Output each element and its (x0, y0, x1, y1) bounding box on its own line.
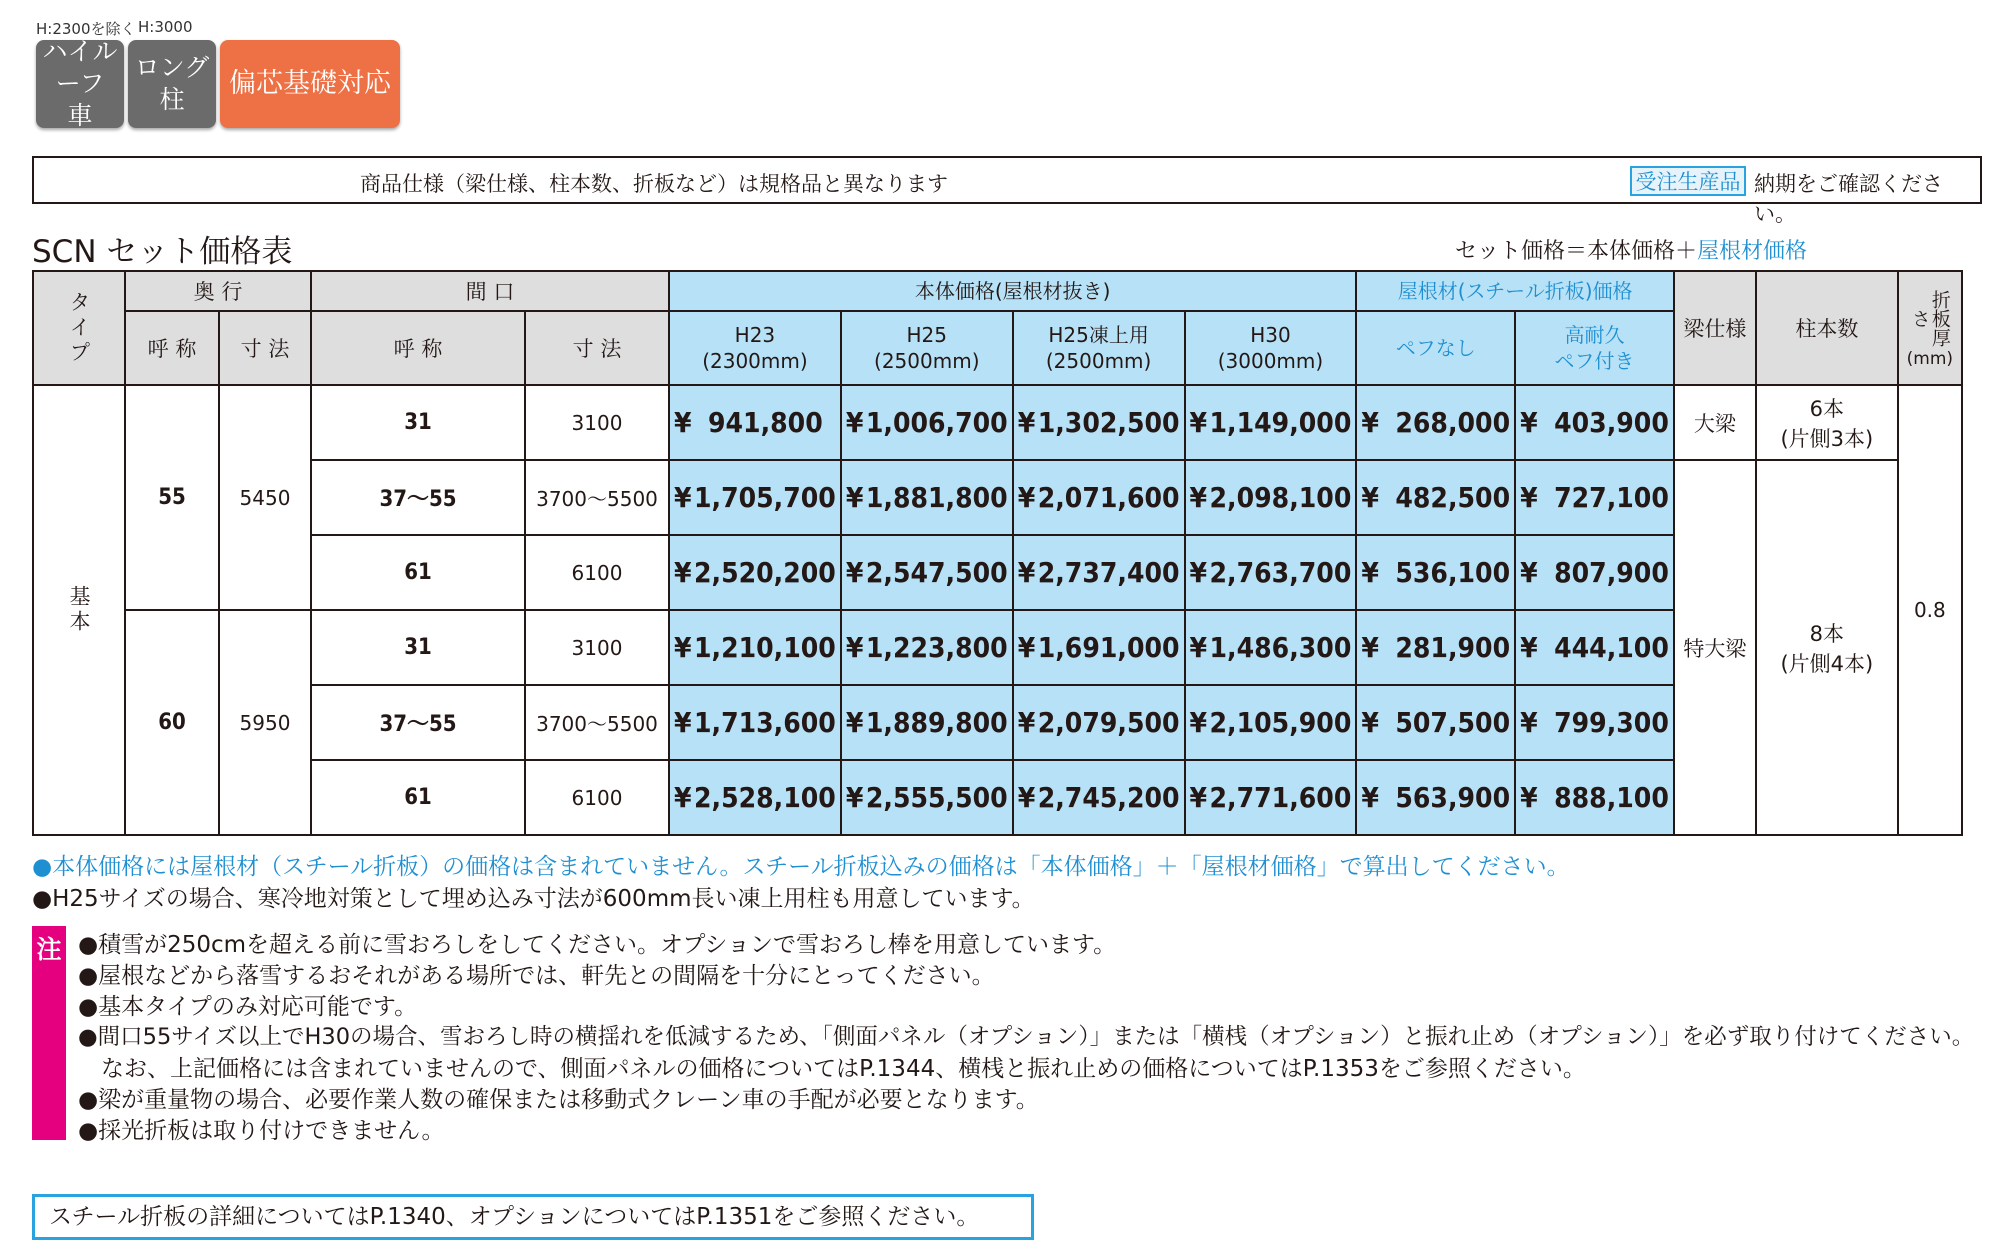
price-value: 536,100 (1395, 556, 1511, 589)
yen-sign: ¥ (1017, 631, 1036, 664)
yen-sign: ¥ (845, 706, 864, 739)
yen-sign: ¥ (1017, 481, 1036, 514)
header-type: タイプ (33, 271, 125, 385)
spec-notice-message: 商品仕様（梁仕様、柱本数、折板など）は規格品と異なります (360, 172, 948, 196)
price-value: 2,079,500 (1037, 706, 1180, 739)
caution-item: ●屋根などから落雪するおそれがある場所では、軒先との間隔を十分にとってください。 (78, 963, 995, 989)
price-value: 727,100 (1554, 481, 1669, 514)
table-row (33, 385, 1962, 460)
spec-notice (32, 156, 1982, 226)
price-formula-highlight: 屋根材価格 (1697, 239, 1808, 264)
price-value: 444,100 (1554, 631, 1669, 664)
price-h23 (669, 685, 841, 760)
price-h25-cold (1013, 535, 1185, 610)
price-value: 2,745,200 (1037, 781, 1180, 814)
pillar-count: 6本 (1809, 396, 1845, 421)
header-beam: 梁仕様 (1674, 271, 1756, 385)
yen-sign: ¥ (845, 631, 864, 664)
reference-box: スチール折板の詳細についてはP.1340、オプションについてはP.1351をご参照ください。 (32, 1194, 1034, 1240)
price-value: 507,500 (1395, 706, 1511, 739)
price-value: 268,000 (1395, 406, 1511, 439)
yen-sign: ¥ (845, 556, 864, 589)
header-h23 (669, 311, 841, 385)
price-value: 2,555,500 (865, 781, 1008, 814)
header-roof-pef (1515, 311, 1674, 385)
price-roof-pef (1515, 760, 1674, 835)
yen-sign: ¥ (1017, 706, 1036, 739)
header-h30 (1185, 311, 1357, 385)
yen-sign: ¥ (674, 706, 692, 739)
header-thickness (1898, 271, 1962, 385)
price-h25 (841, 460, 1013, 535)
price-value: 482,500 (1395, 481, 1511, 514)
yen-sign: ¥ (1361, 781, 1379, 814)
width-nominal: 31 (311, 610, 525, 685)
yen-sign: ¥ (1520, 406, 1538, 439)
width-nominal: 61 (311, 760, 525, 835)
pillar-per-side: (片側4本) (1780, 651, 1874, 676)
yen-sign: ¥ (1017, 556, 1036, 589)
price-h30 (1185, 760, 1357, 835)
depth-nominal: 55 (125, 385, 219, 610)
yen-sign: ¥ (1017, 781, 1036, 814)
price-value: 2,528,100 (694, 781, 836, 814)
depth-dimension: 5450 (219, 385, 311, 610)
price-roof-nopef (1356, 760, 1515, 835)
caution-item: ●基本タイプのみ対応可能です。 (78, 994, 418, 1020)
hiroof-badge-line2: 車 (67, 101, 93, 130)
price-h23 (669, 535, 841, 610)
price-value: 281,900 (1395, 631, 1511, 664)
price-h30 (1185, 385, 1357, 460)
price-value: 2,071,600 (1037, 481, 1180, 514)
header-pillars: 柱本数 (1756, 271, 1898, 385)
thickness-value: 0.8 (1898, 385, 1962, 835)
width-dimension: 6100 (525, 760, 669, 835)
price-value: 1,149,000 (1209, 406, 1352, 439)
header-h25 (841, 311, 1013, 385)
yen-sign: ¥ (674, 481, 692, 514)
header-width-nominal: 呼 称 (311, 311, 525, 385)
header-depth-dimension: 寸 法 (219, 311, 311, 385)
price-h30 (1185, 610, 1357, 685)
width-nominal: 37〜55 (311, 685, 525, 760)
depth-nominal: 60 (125, 610, 219, 835)
width-nominal: 31 (311, 385, 525, 460)
price-value: 2,520,200 (694, 556, 836, 589)
header-h25-label: H25 (906, 323, 948, 347)
yen-sign: ¥ (1361, 556, 1379, 589)
price-h25-cold (1013, 760, 1185, 835)
price-h23 (669, 760, 841, 835)
eccentric-badge-label: 偏芯基礎対応 (229, 68, 391, 99)
long-badge-line2: 柱 (159, 85, 185, 114)
long-pillar-badge (128, 40, 216, 128)
table-row (33, 535, 1962, 610)
price-value: 1,223,800 (865, 631, 1008, 664)
price-value: 1,210,100 (694, 631, 836, 664)
price-h25 (841, 610, 1013, 685)
price-value: 888,100 (1554, 781, 1669, 814)
price-h30 (1185, 535, 1357, 610)
yen-sign: ¥ (1361, 631, 1379, 664)
beam-value: 大梁 (1674, 385, 1756, 460)
price-h25 (841, 760, 1013, 835)
header-h25c-label: H25凍上用 (1048, 323, 1149, 347)
caution-item: ●間口55サイズ以上でH30の場合、雪おろし時の横揺れを低減するため、「側面パネル（オプション）」または「横桟（オプション）と振れ止め（オプション）」を必ず取り付けてください。 (78, 1024, 1975, 1050)
table-row (33, 760, 1962, 835)
header-thickness-label: 折板厚さ (1908, 289, 1951, 347)
page-title: SCN セット価格表 (32, 234, 293, 270)
price-value: 1,486,300 (1209, 631, 1352, 664)
table-row (33, 685, 1962, 760)
price-table (32, 270, 1963, 836)
header-depth-nominal: 呼 称 (125, 311, 219, 385)
price-value: 403,900 (1554, 406, 1669, 439)
price-value: 941,800 (708, 406, 823, 439)
table-row (33, 610, 1962, 685)
yen-sign: ¥ (674, 781, 692, 814)
price-value: 563,900 (1395, 781, 1511, 814)
width-dimension: 3100 (525, 385, 669, 460)
price-formula (1455, 234, 1807, 265)
depth-dimension: 5950 (219, 610, 311, 835)
price-roof-pef (1515, 610, 1674, 685)
price-value: 1,691,000 (1037, 631, 1180, 664)
price-value: 1,302,500 (1037, 406, 1180, 439)
header-h30-label: H30 (1250, 323, 1291, 347)
header-h25c-sub: (2500mm) (1045, 349, 1152, 373)
header-h30-sub: (3000mm) (1217, 349, 1324, 373)
price-roof-pef (1515, 535, 1674, 610)
long-badge-line1: ロング (134, 53, 210, 82)
yen-sign: ¥ (845, 406, 864, 439)
price-value: 2,098,100 (1209, 481, 1352, 514)
price-value: 2,547,500 (865, 556, 1008, 589)
price-value: 2,763,700 (1209, 556, 1352, 589)
width-dimension: 3700〜5500 (525, 460, 669, 535)
yen-sign: ¥ (1520, 556, 1538, 589)
yen-sign: ¥ (1189, 781, 1208, 814)
yen-sign: ¥ (1189, 556, 1208, 589)
table-row (33, 460, 1962, 535)
price-value: 1,889,800 (865, 706, 1008, 739)
yen-sign: ¥ (845, 481, 864, 514)
price-h25-cold (1013, 460, 1185, 535)
price-h25 (841, 385, 1013, 460)
price-h23 (669, 460, 841, 535)
header-h23-label: H23 (734, 323, 776, 347)
yen-sign: ¥ (1189, 631, 1208, 664)
yen-sign: ¥ (674, 631, 692, 664)
width-dimension: 3700〜5500 (525, 685, 669, 760)
price-h30 (1185, 685, 1357, 760)
yen-sign: ¥ (1361, 706, 1379, 739)
price-h25-cold (1013, 385, 1185, 460)
yen-sign: ¥ (1361, 481, 1379, 514)
price-value: 1,006,700 (865, 406, 1008, 439)
beam-value: 特大梁 (1674, 460, 1756, 835)
price-h23 (669, 385, 841, 460)
price-roof-nopef (1356, 535, 1515, 610)
type-value: 基本 (33, 385, 125, 835)
pillar-per-side: (片側3本) (1780, 426, 1874, 451)
price-value: 1,713,600 (694, 706, 836, 739)
hiroof-hint: H:2300を除く (36, 20, 136, 38)
long-pillar-hint: H:3000 (138, 18, 193, 36)
price-value: 2,771,600 (1209, 781, 1352, 814)
note-h25-cold: ●H25サイズの場合、寒冷地対策として埋め込み寸法が600mm長い凍上用柱も用意しています。 (32, 886, 1035, 912)
yen-sign: ¥ (674, 556, 692, 589)
yen-sign: ¥ (1189, 406, 1208, 439)
yen-sign: ¥ (674, 406, 692, 439)
header-thickness-unit: (mm) (1906, 349, 1954, 369)
price-roof-pef (1515, 385, 1674, 460)
eccentric-foundation-badge (220, 40, 400, 128)
header-h25-cold (1013, 311, 1185, 385)
pillar-count: 8本 (1809, 621, 1845, 646)
caution-item: ●梁が重量物の場合、必要作業人数の確保または移動式クレーン車の手配が必要となります。 (78, 1087, 1039, 1113)
width-nominal: 37〜55 (311, 460, 525, 535)
yen-sign: ¥ (1520, 631, 1538, 664)
price-h25 (841, 535, 1013, 610)
header-depth: 奥 行 (125, 271, 311, 311)
pillar-value (1756, 460, 1898, 835)
spec-notice-tail: 納期をご確認ください。 (1754, 172, 1943, 226)
header-roof-pef-line2: ペフ付き (1554, 349, 1635, 373)
header-width-dimension: 寸 法 (525, 311, 669, 385)
header-roof-pef-line1: 高耐久 (1564, 323, 1625, 347)
header-roof-price: 屋根材(スチール折板)価格 (1356, 271, 1673, 311)
header-width: 間 口 (311, 271, 669, 311)
price-roof-nopef (1356, 460, 1515, 535)
header-body-price: 本体価格(屋根材抜き) (669, 271, 1356, 311)
price-value: 807,900 (1554, 556, 1669, 589)
width-dimension: 3100 (525, 610, 669, 685)
yen-sign: ¥ (1189, 481, 1208, 514)
price-roof-pef (1515, 685, 1674, 760)
price-value: 1,881,800 (865, 481, 1008, 514)
hiroof-badge-line1: ハイルーフ (42, 37, 118, 98)
yen-sign: ¥ (1017, 406, 1036, 439)
price-value: 2,105,900 (1209, 706, 1352, 739)
yen-sign: ¥ (1520, 481, 1538, 514)
price-formula-prefix: セット価格＝本体価格＋ (1455, 239, 1698, 264)
price-h23 (669, 610, 841, 685)
made-to-order-tag: 受注生産品 (1630, 166, 1746, 196)
price-h25-cold (1013, 685, 1185, 760)
price-h30 (1185, 460, 1357, 535)
caution-label: 注 (36, 935, 62, 964)
yen-sign: ¥ (1361, 406, 1379, 439)
header-h25-sub: (2500mm) (874, 349, 980, 373)
price-roof-pef (1515, 460, 1674, 535)
pillar-value (1756, 385, 1898, 460)
price-roof-nopef (1356, 685, 1515, 760)
caution-item: ●採光折板は取り付けできません。 (78, 1118, 445, 1144)
note-roof-not-included: ●本体価格には屋根材（スチール折板）の価格は含まれていません。スチール折板込みの価格は「本体価格」＋「屋根材価格」で算出してください。 (32, 854, 1570, 880)
caution-marker (32, 926, 66, 1140)
price-value: 799,300 (1554, 706, 1669, 739)
header-roof-nopef: ペフなし (1356, 311, 1515, 385)
yen-sign: ¥ (845, 781, 864, 814)
price-value: 1,705,700 (694, 481, 836, 514)
price-value: 2,737,400 (1037, 556, 1180, 589)
width-dimension: 6100 (525, 535, 669, 610)
caution-item: ●積雪が250cmを超える前に雪おろしをしてください。オプションで雪おろし棒を用意しています。 (78, 932, 1117, 958)
yen-sign: ¥ (1520, 781, 1538, 814)
width-nominal: 61 (311, 535, 525, 610)
price-h25-cold (1013, 610, 1185, 685)
price-roof-nopef (1356, 385, 1515, 460)
price-roof-nopef (1356, 610, 1515, 685)
yen-sign: ¥ (1520, 706, 1538, 739)
yen-sign: ¥ (1189, 706, 1208, 739)
hiroof-badge (36, 37, 124, 130)
header-h23-sub: (2300mm) (702, 349, 808, 373)
price-h25 (841, 685, 1013, 760)
caution-item: なお、上記価格には含まれていませんので、側面パネルの価格についてはP.1344、横桟と振れ止めの価格についてはP.1353をご参照ください。 (78, 1056, 1586, 1082)
